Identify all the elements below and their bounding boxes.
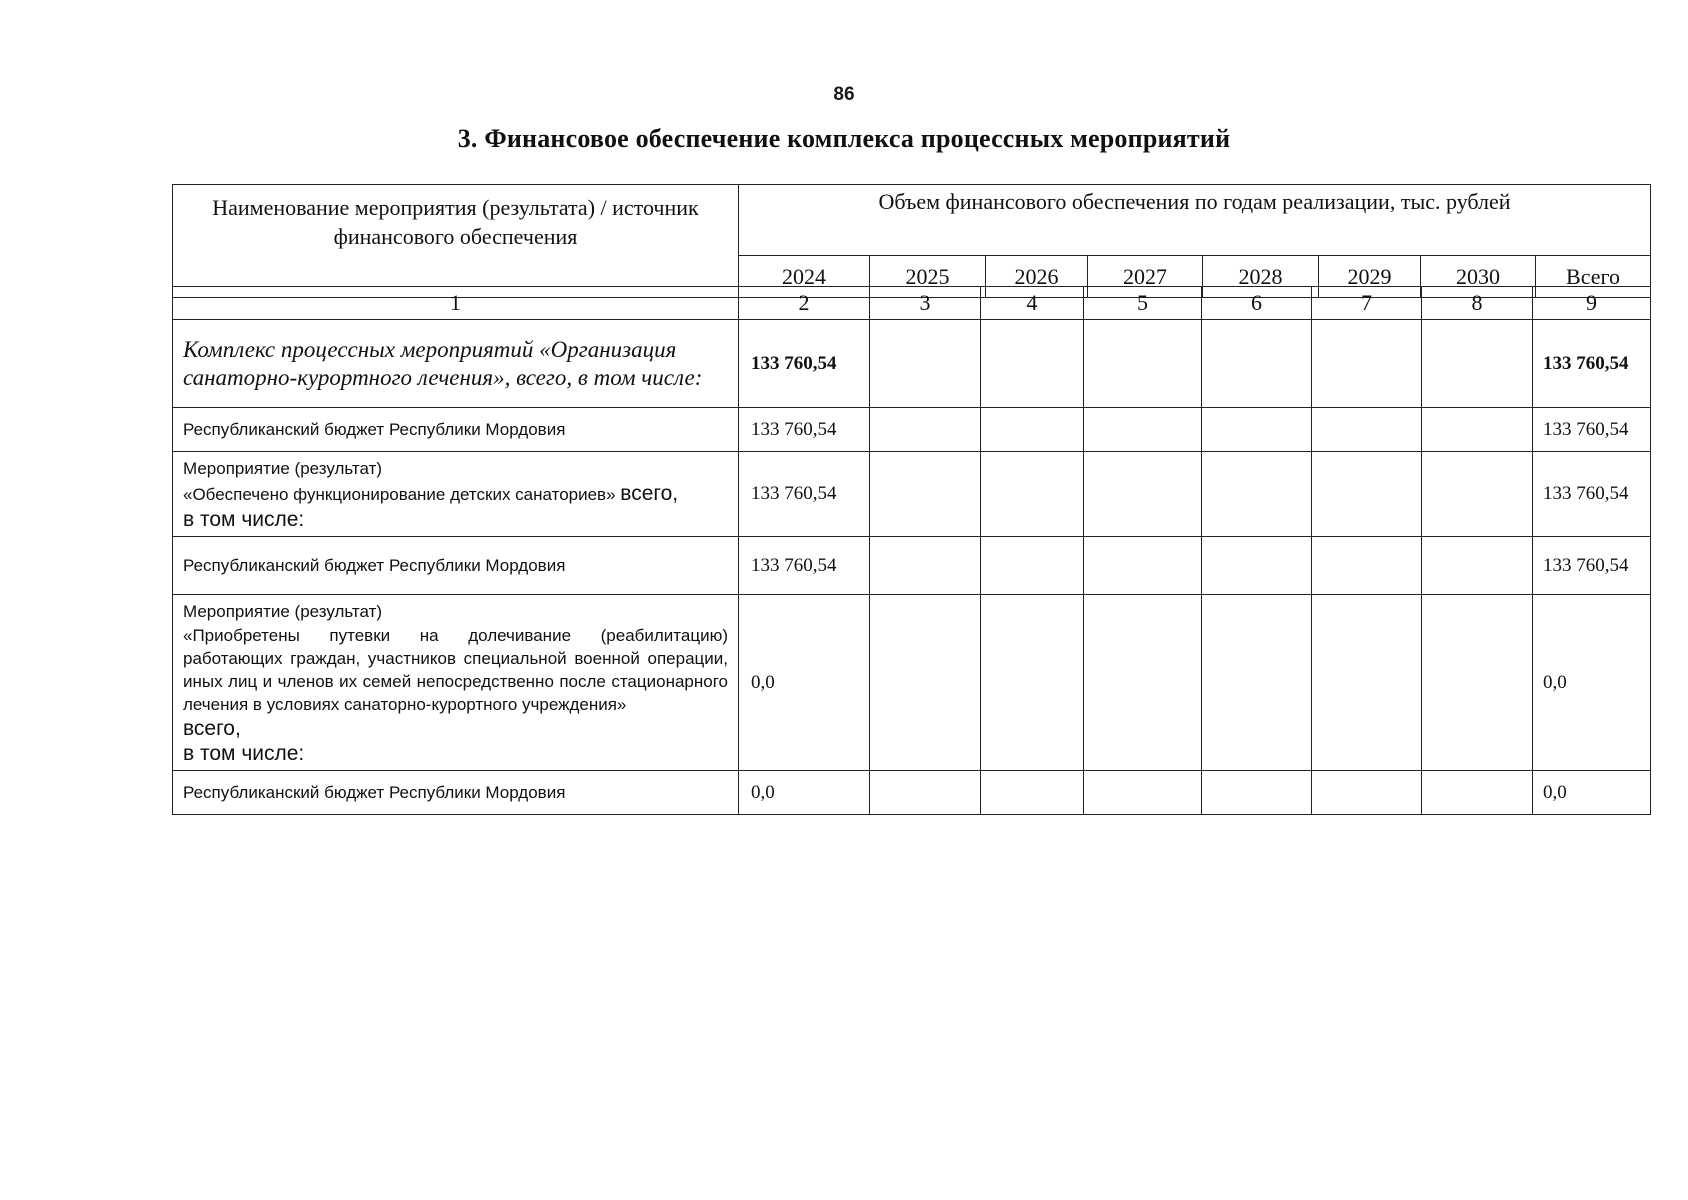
value-2030 <box>1422 452 1533 537</box>
value-2029 <box>1312 408 1422 452</box>
row-name <box>173 595 739 771</box>
column-number: 7 <box>1312 287 1422 320</box>
year-header: 2027 <box>1088 255 1203 297</box>
table-row <box>173 771 1651 815</box>
year-header: 2026 <box>986 255 1088 297</box>
value-2026 <box>981 320 1084 408</box>
value-2028 <box>1202 320 1312 408</box>
table-row <box>173 408 1651 452</box>
finance-table-body <box>172 286 1651 815</box>
value-2025 <box>870 595 981 771</box>
row-name: Республиканский бюджет Республики Мордовия <box>173 537 739 595</box>
column-number: 2 <box>739 287 870 320</box>
volume-group-header: Объем финансового обеспечения по годам реализации, тыс. рублей <box>739 185 1651 256</box>
event-including: в том числе: <box>183 508 305 531</box>
value-2027 <box>1084 408 1202 452</box>
value-2029 <box>1312 771 1422 815</box>
value-2026 <box>981 771 1084 815</box>
value-2026 <box>981 595 1084 771</box>
year-header: 2025 <box>870 255 986 297</box>
value-2024: 133 760,54 <box>739 537 870 595</box>
value-2027 <box>1084 595 1202 771</box>
value-total: 0,0 <box>1533 595 1651 771</box>
value-2029 <box>1312 320 1422 408</box>
value-total: 133 760,54 <box>1533 408 1651 452</box>
value-2025 <box>870 452 981 537</box>
value-total: 0,0 <box>1533 771 1651 815</box>
value-2025 <box>870 408 981 452</box>
value-2024: 133 760,54 <box>739 452 870 537</box>
event-label: Мероприятие (результат) <box>183 459 383 478</box>
column-number: 5 <box>1084 287 1202 320</box>
event-suffix: всего, <box>620 482 679 505</box>
event-suffix: всего, <box>183 717 241 740</box>
row-name: Республиканский бюджет Республики Мордовия <box>173 771 739 815</box>
page-number: 86 <box>833 84 855 105</box>
value-2027 <box>1084 320 1202 408</box>
value-2028 <box>1202 408 1312 452</box>
value-2028 <box>1202 537 1312 595</box>
table-row <box>173 595 1651 771</box>
value-2025 <box>870 537 981 595</box>
total-header: Всего <box>1536 255 1651 297</box>
table-row <box>173 452 1651 537</box>
column-number: 9 <box>1533 287 1651 320</box>
value-2029 <box>1312 595 1422 771</box>
year-header: 2030 <box>1421 255 1536 297</box>
value-2029 <box>1312 537 1422 595</box>
value-total: 133 760,54 <box>1533 452 1651 537</box>
value-2024: 133 760,54 <box>739 408 870 452</box>
value-2030 <box>1422 320 1533 408</box>
event-title: «Обеспечено функционирование детских санаториев» <box>183 485 616 504</box>
value-2029 <box>1312 452 1422 537</box>
name-column-header: Наименование мероприятия (результата) / источник финансового обеспечения <box>173 185 739 298</box>
value-2026 <box>981 537 1084 595</box>
value-2025 <box>870 771 981 815</box>
column-number: 1 <box>173 287 739 320</box>
row-name <box>173 452 739 537</box>
value-2030 <box>1422 408 1533 452</box>
value-2026 <box>981 408 1084 452</box>
column-number: 4 <box>981 287 1084 320</box>
column-number-row <box>173 287 1651 320</box>
table-row <box>173 320 1651 408</box>
value-2026 <box>981 452 1084 537</box>
value-2027 <box>1084 537 1202 595</box>
table-row <box>173 537 1651 595</box>
column-number: 3 <box>870 287 981 320</box>
value-2025 <box>870 320 981 408</box>
row-name: Комплекс процессных мероприятий «Организация санаторно-курортного лечения», всего, в том числе: <box>173 320 739 408</box>
event-title: «Приобретены путевки на долечивание (реабилитацию) работающих граждан, участников специальной военной операции, иных лиц и членов их семей непосредственно после стационарного лечения в условиях санаторно-курортного учреждения» <box>183 626 728 714</box>
value-2030 <box>1422 595 1533 771</box>
value-2030 <box>1422 537 1533 595</box>
year-header: 2028 <box>1203 255 1319 297</box>
event-label: Мероприятие (результат) <box>183 602 383 621</box>
value-2024: 133 760,54 <box>739 320 870 408</box>
value-2030 <box>1422 771 1533 815</box>
year-header: 2029 <box>1319 255 1421 297</box>
value-total: 133 760,54 <box>1533 537 1651 595</box>
value-2024: 0,0 <box>739 771 870 815</box>
event-including: в том числе: <box>183 742 305 765</box>
value-total: 133 760,54 <box>1533 320 1651 408</box>
section-title: 3. Финансовое обеспечение комплекса процессных мероприятий <box>457 124 1231 153</box>
value-2027 <box>1084 452 1202 537</box>
value-2028 <box>1202 595 1312 771</box>
year-header: 2024 <box>739 255 870 297</box>
finance-table-header <box>172 184 1651 298</box>
value-2028 <box>1202 771 1312 815</box>
row-name: Республиканский бюджет Республики Мордовия <box>173 408 739 452</box>
column-number: 6 <box>1202 287 1312 320</box>
value-2027 <box>1084 771 1202 815</box>
value-2028 <box>1202 452 1312 537</box>
column-number: 8 <box>1422 287 1533 320</box>
value-2024: 0,0 <box>739 595 870 771</box>
